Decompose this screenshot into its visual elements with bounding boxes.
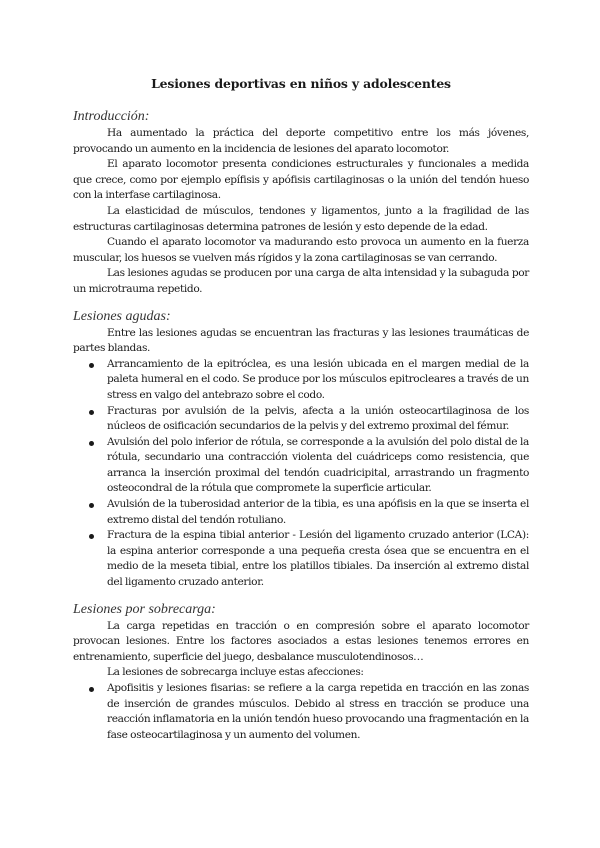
acute-bullet-list bbox=[73, 357, 529, 591]
intro-paragraph: Las lesiones agudas se producen por una carga de alta intensidad y la subaguda por un microtrauma repetido. bbox=[73, 267, 529, 295]
list-item-text: Fractura de la espina tibial anterior - Lesión del ligamento cruzado anterior (LCA): la espina anterior corresponde a una pequeña cresta ósea que se encuentra en el medio de la meseta tibial, entre los platillos tibiales. Da inserción al extremo distal del ligamento cruzado anterior. bbox=[107, 529, 529, 589]
bullet-icon bbox=[89, 503, 94, 508]
section-spacer bbox=[73, 591, 529, 602]
list-item bbox=[73, 681, 529, 743]
intro-paragraph: El aparato locomotor presenta condiciones estructurales y funcionales a medida que crece, como por ejemplo epífisis y apófisis cartilaginosas o la unión del tendón hueso con la interfase cartilaginosa. bbox=[73, 158, 529, 202]
list-item bbox=[73, 435, 529, 497]
overuse-paragraph: La lesiones de sobrecarga incluye estas afecciones: bbox=[107, 666, 364, 679]
list-item bbox=[73, 497, 529, 528]
list-item-text: Apofisitis y lesiones fisarias: se refiere a la carga repetida en tracción en las zonas de inserción de grandes músculos. Debido al stress en tracción se produce una reacción inflamatoria en la unión tendón hueso provocando una fragmentación en la fase osteocartilaginosa y un aumento del volumen. bbox=[107, 682, 529, 741]
intro-paragraph: Ha aumentado la práctica del deporte competitivo entre los más jóvenes, provocando un aumento en la incidencia de lesiones del aparato locomotor. bbox=[73, 127, 529, 155]
bullet-icon bbox=[89, 441, 94, 446]
acute-intro-paragraph: Entre las lesiones agudas se encuentran las fracturas y las lesiones traumáticas de partes blandas. bbox=[73, 326, 529, 355]
acute-heading: Lesiones agudas: bbox=[73, 308, 171, 324]
bullet-icon bbox=[89, 363, 94, 368]
list-item bbox=[73, 357, 529, 404]
overuse-heading: Lesiones por sobrecarga: bbox=[73, 601, 216, 617]
intro-paragraph: La elasticidad de músculos, tendones y ligamentos, junto a la fragilidad de las estructuras cartilaginosas determina patrones de lesión y esto depende de la edad. bbox=[73, 204, 529, 233]
overuse-bullet-list bbox=[73, 681, 529, 743]
overuse-paragraph: La carga repetidas en tracción o en compresión sobre el aparato locomotor provocan lesiones. Entre los factores asociados a estas lesiones tenemos errores en entrenamiento, superficie del juego, desbalance musculotendinosos… bbox=[73, 619, 529, 663]
bullet-icon bbox=[89, 687, 94, 692]
list-item-text: Avulsión de la tuberosidad anterior de la tibia, es una apófisis en la que se inserta el extremo distal del tendón rotuliano. bbox=[107, 498, 529, 526]
list-item bbox=[73, 528, 529, 590]
list-item-text: Avulsión del polo inferior de rótula, se corresponde a la avulsión del polo distal de la rótula, secundario una contracción violenta del cuádriceps como resistencia, que arranca la inserción proximal del tendón cuadricipital, arrastrando un fragmento osteocondral de la rótula que compromete la superficie articular. bbox=[107, 435, 529, 495]
list-item-text: Fracturas por avulsión de la pelvis, afecta a la unión osteocartilaginosa de los núcleos de osificación secundarios de la pelvis y del extremo proximal del fémur. bbox=[107, 404, 529, 433]
list-item-text: Arrancamiento de la epitróclea, es una lesión ubicada en el margen medial de la paleta humeral en el codo. Se produce por los músculos epitrocleares a través de un stress en valgo del antebrazo sobre el codo. bbox=[107, 357, 529, 401]
intro-paragraph: Cuando el aparato locomotor va madurando esto provoca un aumento en la fuerza muscular, los huesos se vuelven más rígidos y la zona cartilaginosas se van cerrando. bbox=[73, 236, 529, 264]
document-title: Lesiones deportivas en niños y adolescentes bbox=[151, 76, 451, 91]
intro-heading: Introducción: bbox=[73, 109, 150, 124]
bullet-icon bbox=[89, 410, 94, 415]
list-item bbox=[73, 404, 529, 435]
section-spacer bbox=[73, 298, 529, 309]
bullet-icon bbox=[89, 534, 94, 539]
